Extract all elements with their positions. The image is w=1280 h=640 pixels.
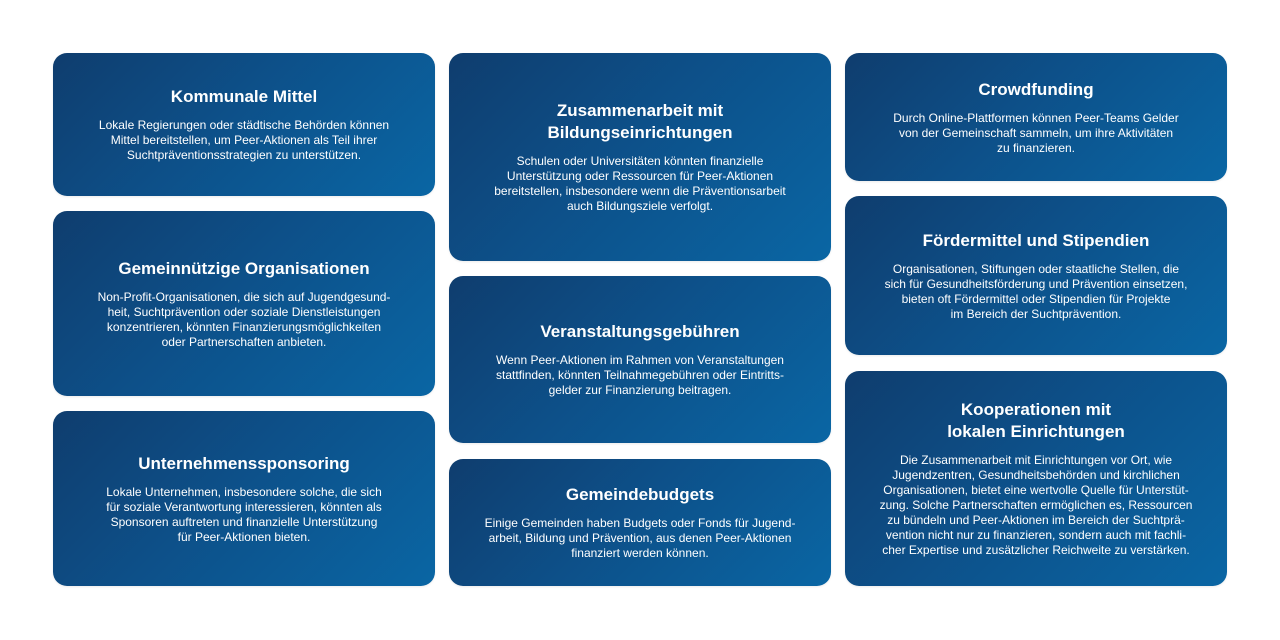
card-title: Kooperationen mit lokalen Einrichtungen [947, 400, 1125, 441]
card-gemeinnuetzige-organisationen [53, 211, 435, 396]
card-text: Durch Online-Plattformen können Peer-Teams Gelder von der Gemeinschaft sammeln, um ihre Aktivitäten zu finanzieren. [893, 110, 1179, 155]
card-unternehmenssponsoring [53, 411, 435, 586]
card-title: Gemeinnützige Organisationen [118, 258, 370, 278]
card-title: Crowdfunding [978, 79, 1094, 99]
card-veranstaltungsgebuehren [449, 276, 831, 443]
card-kommunale-mittel [53, 53, 435, 196]
card-text: Schulen oder Universitäten könnten finanzielle Unterstützung oder Ressourcen für Peer-Aktionen bereitstellen, insbesondere wenn die Präventionsarbeit auch Bildungsziele verfolgt. [494, 154, 786, 213]
card-text: Lokale Regierungen oder städtische Behörden können Mittel bereitstellen, um Peer-Aktionen als Teil ihrer Suchtpräventionsstrategien zu unterstützen. [98, 118, 390, 162]
card-title: Gemeindebudgets [565, 485, 715, 504]
card-title: Veranstaltungsgebühren [540, 322, 740, 341]
card-title: Fördermittel und Stipendien [922, 230, 1150, 250]
card-text: Einige Gemeinden haben Budgets oder Fonds für Jugend- arbeit, Bildung und Prävention, aus denen Peer-Aktionen finanziert werden können. [484, 516, 796, 560]
card-text: Non-Profit-Organisationen, die sich auf Jugendgesund- heit, Suchtprävention oder soziale Dienstleistungen konzentrieren, könnten Finanzierungsmöglichkeiten oder Partnerschaften anbieten. [97, 289, 391, 349]
card-title: Unternehmenssponsoring [138, 453, 350, 473]
card-title: Zusammenarbeit mit Bildungseinrichtungen [547, 101, 733, 142]
card-text: Wenn Peer-Aktionen im Rahmen von Veranstaltungen stattfinden, könnten Teilnahmegebühren oder Eintritts- gelder zur Finanzierung beitragen. [496, 353, 784, 397]
card-crowdfunding [845, 53, 1227, 181]
card-title: Kommunale Mittel [170, 87, 318, 106]
card-text: Lokale Unternehmen, insbesondere solche, die sich für soziale Verantwortung interessieren, könnten als Sponsoren auftreten und finanzielle Unterstützung für Peer-Aktionen bieten. [106, 484, 382, 544]
card-zusammenarbeit-bildungseinrichtungen [449, 53, 831, 261]
card-gemeindebudgets [449, 459, 831, 586]
card-foerdermittel-stipendien [845, 196, 1227, 355]
card-kooperationen-lokale-einrichtungen [845, 371, 1227, 586]
card-text: Die Zusammenarbeit mit Einrichtungen vor Ort, wie Jugendzentren, Gesundheitsbehörden und kirchlichen Organisationen, bietet eine wertvolle Quelle für Unterstüt- zung. Solche Partnerschaften ermöglichen es, Ressourcen zu bündeln und Peer-Aktionen im Bereich der Suchtprä- vention nicht nur zu finanzieren, sondern auch mit fachli- cher Expertise und zusätzlicher Reichweite zu verstärken. [879, 453, 1193, 557]
card-text: Organisationen, Stiftungen oder staatliche Stellen, die sich für Gesundheitsförderung und Prävention einsetzen, bieten oft Fördermittel oder Stipendien für Projekte im Bereich der Suchtprävention. [884, 261, 1188, 321]
